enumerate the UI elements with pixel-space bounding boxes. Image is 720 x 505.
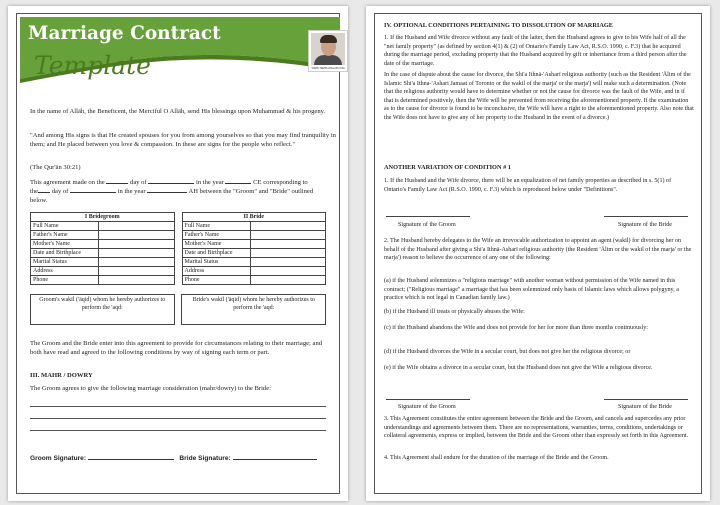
table-row [31,222,326,231]
document-title: Marriage Contract [28,23,221,44]
bride-field-label: Full Name [182,222,250,231]
groom-signature-line-1[interactable] [386,216,470,217]
condition-4-text: 4. This Agreement shall endure for the duration of the marriage of the Bride and the Groom. [384,455,609,461]
author-photo [308,30,348,72]
year-ce-blank[interactable] [225,178,251,184]
table-row [31,231,326,240]
groom-field-value[interactable] [99,231,175,240]
condition-d-text: (d) if the Husband divorces the Wife in a secular court, but does not give her the religious divorce; or [384,349,631,355]
mahr-line-3[interactable] [30,430,326,431]
bride-signature-label-1: Signature of the Bride [618,222,672,228]
section-3-title: III. MAHR / DOWRY [30,372,93,379]
page-2 [366,6,710,501]
groom-field-value[interactable] [99,276,175,285]
bride-signature-label-2: Signature of the Bride [618,404,672,410]
condition-2-text: 2. The Husband hereby delegates to the Wife an irrevocable authorization to appoint an agent (wakīl) for divorcing her on behalf of the Husband after giving a Shi'a Ithnā-Asharī religious authority (the Resident 'Ālim or the wakil of the marja' or the marja') reason to believe the occurrence of any one of the following: [384,238,692,262]
groom-field-value[interactable] [99,222,175,231]
bride-signature-blank[interactable] [233,454,317,460]
enter-agreement-text: The Groom and the Bride enter into this agreement to provide for circumstances relating to their marriage; and both have read and agreed to the following conditions by way of signing each term or part. [30,340,323,356]
month-ce-blank[interactable] [148,178,194,184]
day-ce-blank[interactable] [106,178,128,184]
page-1 [8,6,348,501]
invocation-text: In the name of Allāh, the Beneficent, the Merciful O Allāh, send His blessings upon Muhammad & his progeny. [30,108,326,115]
condition-e-text: (e) if the Wife obtains a divorce in a secular court, but the Husband does not give the Wife a religious divorce. [384,365,653,371]
month-ah-blank[interactable] [70,187,116,193]
groom-field-label: Phone [31,276,99,285]
condition-1-text: 1. If the Husband and Wife divorce without any fault of the latter, then the Husband agrees to give to his Wife half of all the "net family property" (as defined by section 4(1) & (2) of Ontario's Family Law Act, R.S.O. 1990, c. F.3) that he acquired during the marriage period, excluding property that the Husband acquired by gift or inheritance from a third person after the date of the marriage. [384,35,687,67]
bride-field-value[interactable] [250,249,326,258]
variation-text: 1. If the Husband and the Wife divorce, there will be an equalization of net family properties as described in s. 5(1) of Ontario's Family Law Act (R.S.O. 1990, c. F.3) which is reproduced below under "Definitions". [384,178,672,193]
groom-signature-line-2[interactable] [386,399,470,400]
document-subtitle: Template [34,51,151,80]
bride-field-label: Marital Status [182,258,250,267]
parties-table [30,212,326,285]
condition-a-text: (a) if the Husband solemnizes a "religious marriage" with another woman without permission of the Wife named in this contract; ("Religious marriage" a marriage that has been solemnized only basis of Islamic laws which allows polygyny, a practice which is not legal in Canadian family law.) [384,278,679,302]
bride-field-label: Address [182,267,250,276]
bride-field-value[interactable] [250,258,326,267]
groom-field-label: Date and Birthplace [31,249,99,258]
groom-signature-label-1: Signature of the Groom [398,222,456,228]
bride-header: II Bride [182,213,326,222]
signature-row [30,454,330,462]
groom-signature-blank[interactable] [88,454,174,460]
bride-field-label: Father's Name [182,231,250,240]
groom-field-label: Marital Status [31,258,99,267]
bride-field-value[interactable] [250,276,326,285]
groom-header: I Bridegroom [31,213,175,222]
groom-field-value[interactable] [99,249,175,258]
dispute-text: In the case of dispute about the cause for divorce, the Shi'a Ithnā-'Asharī religious authority (such as the Resident 'Ālim of the Islamic Shi'a Ithna-'Ashari Jamaat of Toronto or the wakil of the marja' or the marja') will make such a determination. (Note that the religious authority would have to determine whether or not the cause for divorce was the fault of the Wife, and in if that is determined positively, then the Wife will be prevented from receiving the aforementioned property. If the examination as to the cause for divorce is found to be inconclusive, the Wife will have a right to the aforementioned property. Also note that the Wife does not have to give any of her property to the Husband in the event of a divorce.) [384,72,694,121]
bride-field-value[interactable] [250,231,326,240]
groom-field-value[interactable] [99,267,175,276]
table-row [31,276,326,285]
groom-field-label: Mother's Name [31,240,99,249]
bride-field-value[interactable] [250,222,326,231]
groom-field-label: Full Name [31,222,99,231]
title-banner [20,17,345,93]
bride-wakil-field[interactable]: Bride's wakīl ('āqid) whom he hereby authorizes to perform the 'aqd: [182,295,326,325]
wakil-table [30,294,326,325]
day-ah-blank[interactable] [38,187,50,193]
groom-field-label: Address [31,267,99,276]
groom-wakil-field[interactable]: Groom's wakīl ('āqid) whom he hereby authorizes to perform the 'aqd: [31,295,175,325]
groom-field-value[interactable] [99,258,175,267]
parties-table-body [31,222,326,285]
table-row [31,267,326,276]
bride-signature-line-1[interactable] [604,216,688,217]
quran-reference: (The Qur'ān 30:21) [30,164,81,171]
quran-quote: "And among His signs is that He created spouses for you from among yourselves so that you may find tranquility in them; and He placed between you love & compassion. In these are signs for the people who reflect." [30,132,336,148]
groom-field-label: Father's Name [31,231,99,240]
bride-field-value[interactable] [250,267,326,276]
groom-signature-label-2: Signature of the Groom [398,404,456,410]
bride-field-label: Date and Birthplace [182,249,250,258]
variation-title: ANOTHER VARIATION OF CONDITION # 1 [384,164,511,171]
year-ah-blank[interactable] [147,187,187,193]
table-row [31,249,326,258]
bride-signature-line-2[interactable] [604,399,688,400]
section-4-title: IV. OPTIONAL CONDITIONS PERTAINING TO DISSOLUTION OF MARRIAGE [384,22,613,29]
photo-caption: WWW.TEMPLATELAB.COM [311,67,345,70]
mahr-line-2[interactable] [30,418,326,419]
bride-field-label: Phone [182,276,250,285]
mahr-line-1[interactable] [30,406,326,407]
table-row [31,258,326,267]
mahr-text: The Groom agrees to give the following marriage consideration (mahr/dowry) to the Bride: [30,385,271,392]
table-row [31,240,326,249]
groom-field-value[interactable] [99,240,175,249]
groom-signature-label: Groom Signature: [30,455,87,462]
bride-field-value[interactable] [250,240,326,249]
condition-3-text: 3. This Agreement constitutes the entire agreement between the Bride and the Groom, and cancels and supercedes any prior understandings and agreements between them. There are no representations, warranties, terms, conditions, undertakings or collateral agreements, express or implied, between the Bride and the Groom other than expressly set forth in this Agreement. [384,416,689,440]
condition-b-text: (b) if the Husband ill treats or physically abuses the Wife: [384,309,525,315]
agreement-date-text: This agreement made on the day of in the year CE corresponding to the day of in the year AH between the "Groom" and "Bride" outlined below. [30,179,314,204]
condition-c-text: (c) if the Husband abandons the Wife and does not provide for her for more than three months continuously: [384,325,648,331]
bride-signature-label: Bride Signature: [179,455,231,462]
bride-field-label: Mother's Name [182,240,250,249]
